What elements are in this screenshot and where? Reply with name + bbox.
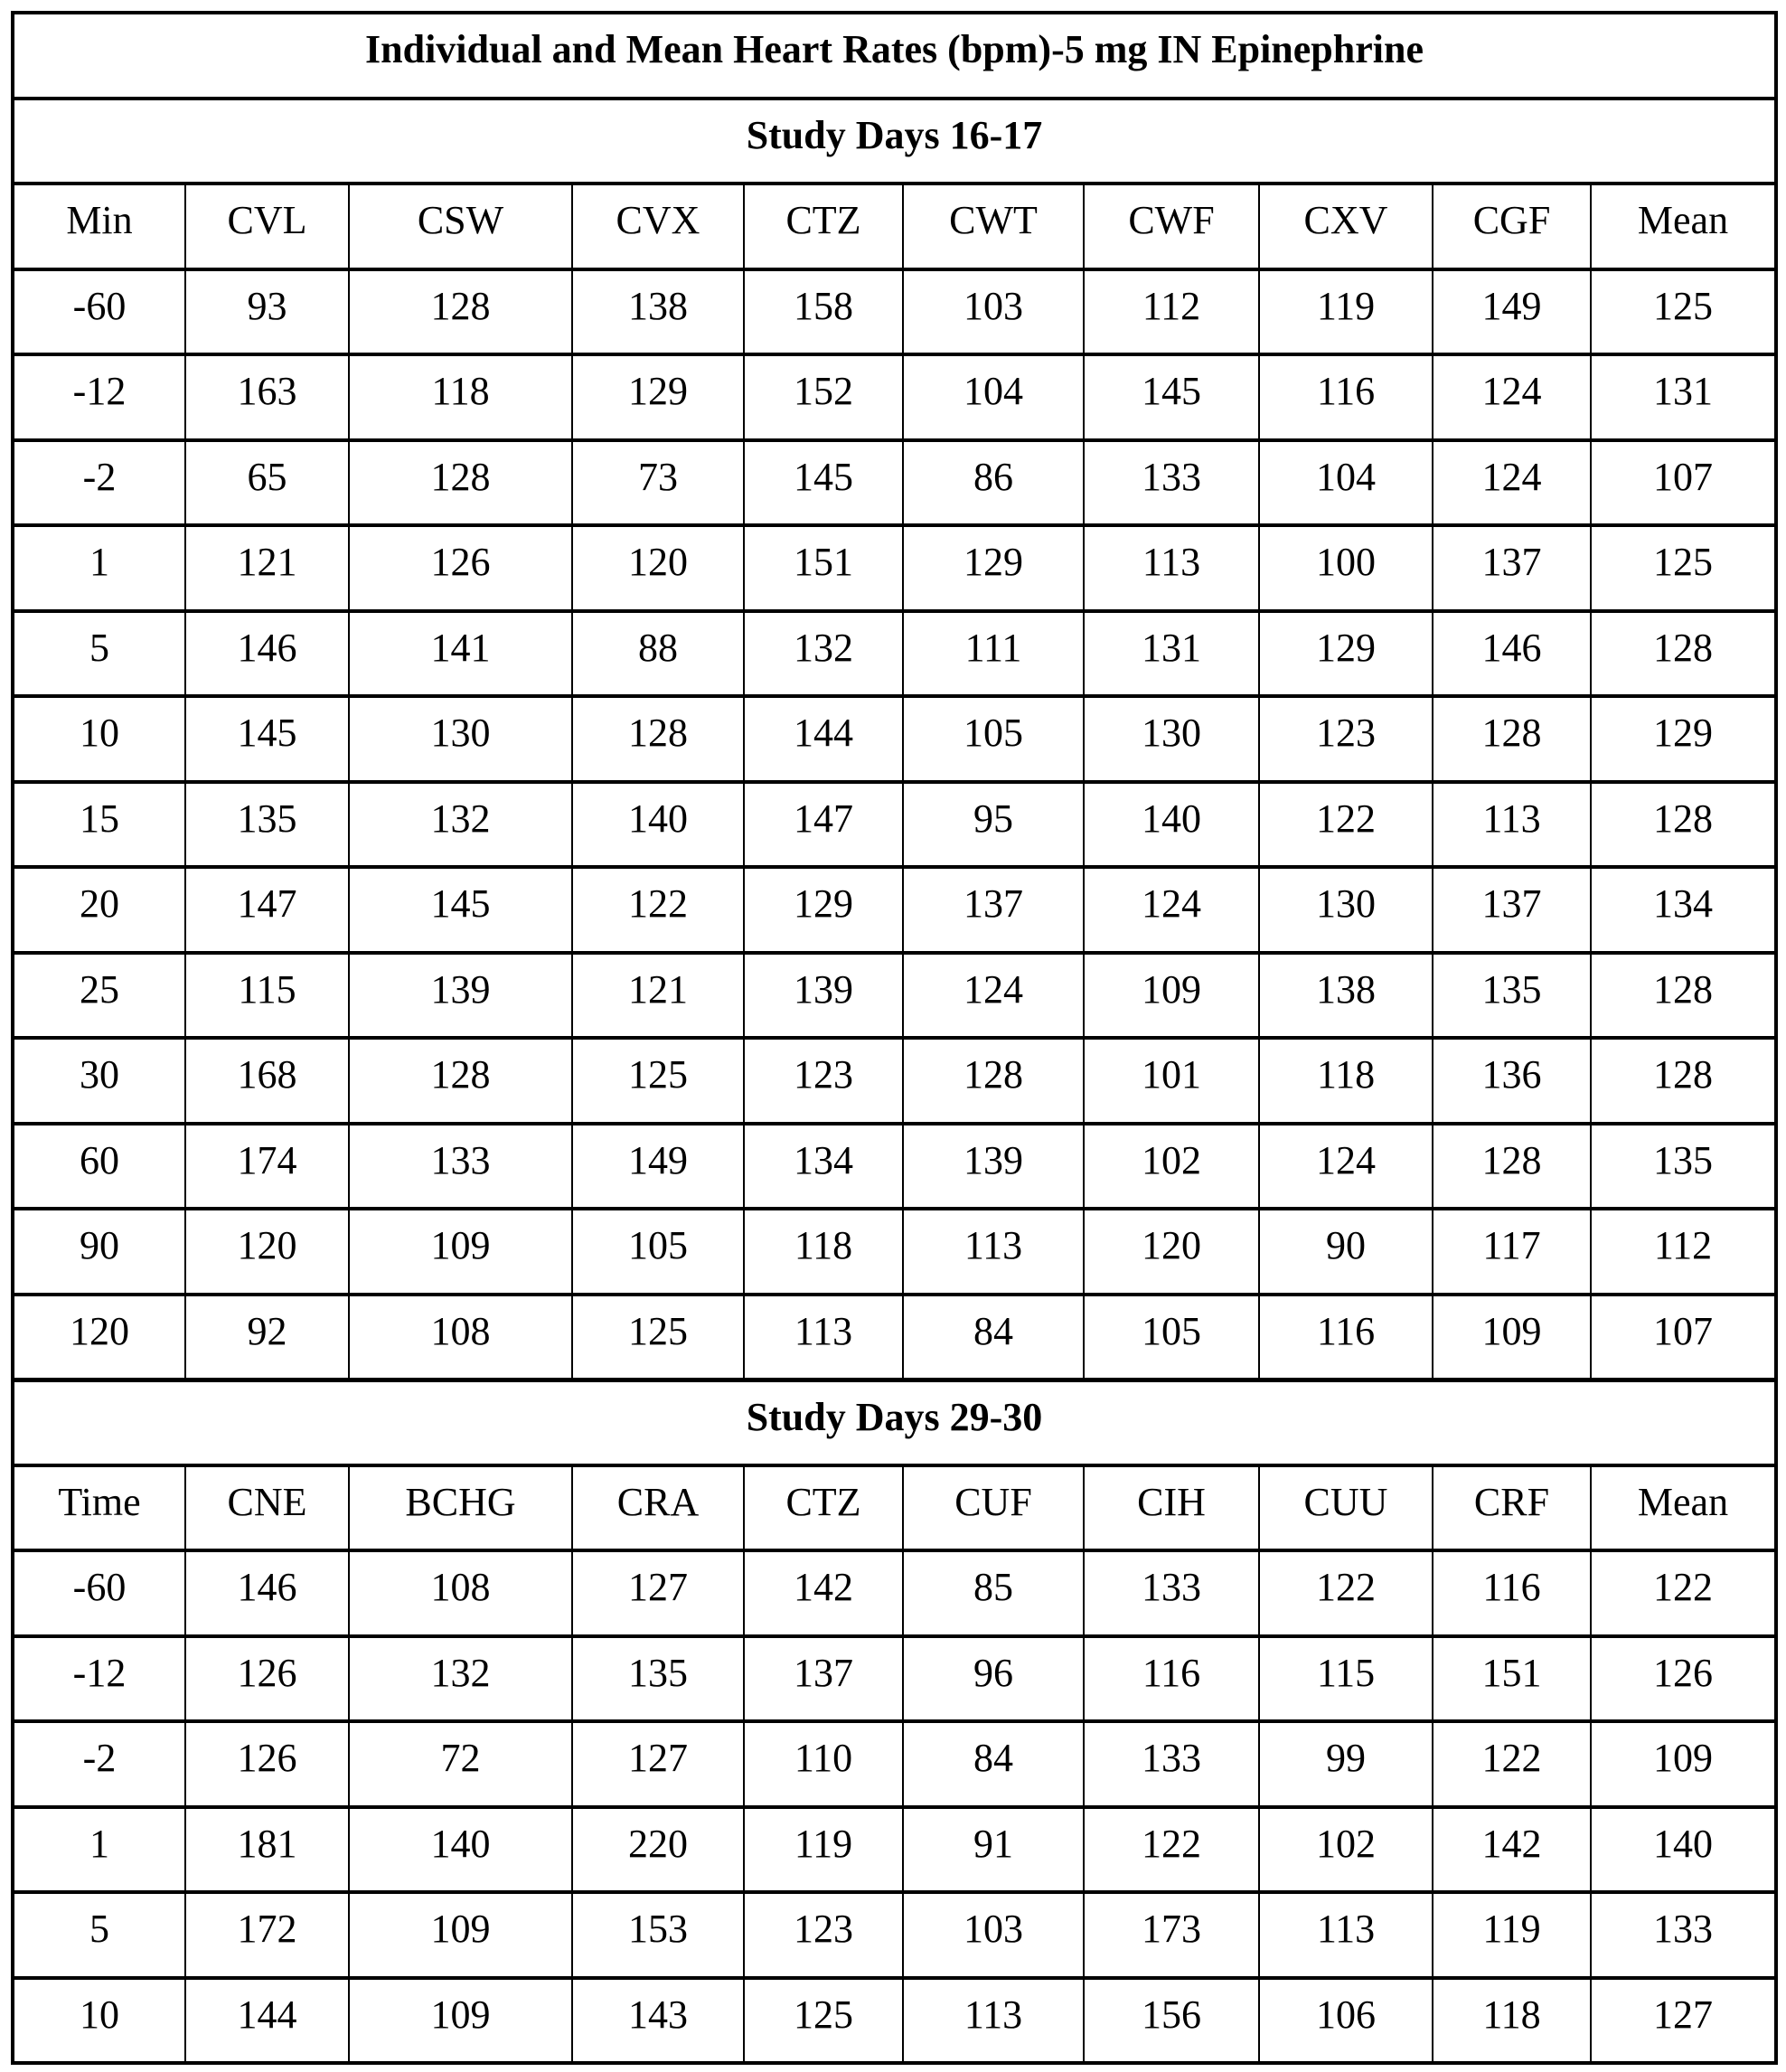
value-cell: 151: [744, 525, 903, 611]
value-cell: 124: [1433, 354, 1591, 440]
mean-cell: 131: [1591, 354, 1776, 440]
column-header: CGF: [1433, 184, 1591, 269]
time-cell: -2: [13, 1721, 185, 1807]
value-cell: 132: [349, 782, 572, 868]
time-cell: -60: [13, 269, 185, 355]
column-header: Mean: [1591, 1465, 1776, 1551]
value-cell: 113: [744, 1295, 903, 1380]
value-cell: 103: [903, 1892, 1084, 1978]
value-cell: 132: [349, 1636, 572, 1722]
value-cell: 115: [185, 953, 349, 1039]
value-cell: 142: [744, 1550, 903, 1636]
value-cell: 73: [572, 440, 744, 526]
time-cell: -12: [13, 1636, 185, 1722]
value-cell: 124: [903, 953, 1084, 1039]
column-header: CNE: [185, 1465, 349, 1551]
value-cell: 138: [572, 269, 744, 355]
value-cell: 153: [572, 1892, 744, 1978]
value-cell: 133: [349, 1124, 572, 1210]
value-cell: 147: [185, 867, 349, 953]
value-cell: 152: [744, 354, 903, 440]
value-cell: 220: [572, 1807, 744, 1893]
value-cell: 136: [1433, 1038, 1591, 1124]
value-cell: 113: [1259, 1892, 1433, 1978]
value-cell: 137: [744, 1636, 903, 1722]
table-row: [13, 269, 1776, 355]
value-cell: 109: [349, 1978, 572, 2064]
time-cell: -60: [13, 1550, 185, 1636]
value-cell: 122: [1259, 782, 1433, 868]
section-label: Study Days 29-30: [13, 1380, 1776, 1465]
column-header: CUF: [903, 1465, 1084, 1551]
value-cell: 102: [1259, 1807, 1433, 1893]
mean-cell: 126: [1591, 1636, 1776, 1722]
value-cell: 138: [1259, 953, 1433, 1039]
value-cell: 102: [1084, 1124, 1259, 1210]
value-cell: 126: [185, 1721, 349, 1807]
value-cell: 126: [349, 525, 572, 611]
value-cell: 116: [1259, 1295, 1433, 1380]
value-cell: 133: [1084, 1550, 1259, 1636]
value-cell: 134: [744, 1124, 903, 1210]
value-cell: 113: [1084, 525, 1259, 611]
value-cell: 105: [903, 696, 1084, 782]
value-cell: 118: [349, 354, 572, 440]
time-cell: 120: [13, 1295, 185, 1380]
value-cell: 124: [1084, 867, 1259, 953]
value-cell: 149: [1433, 269, 1591, 355]
value-cell: 85: [903, 1550, 1084, 1636]
value-cell: 90: [1259, 1209, 1433, 1295]
value-cell: 146: [1433, 611, 1591, 697]
value-cell: 128: [349, 1038, 572, 1124]
value-cell: 128: [572, 696, 744, 782]
table-row: [13, 1550, 1776, 1636]
table-row: [13, 1636, 1776, 1722]
value-cell: 133: [1084, 440, 1259, 526]
value-cell: 123: [744, 1038, 903, 1124]
column-header-row: [13, 184, 1776, 269]
value-cell: 86: [903, 440, 1084, 526]
value-cell: 147: [744, 782, 903, 868]
value-cell: 116: [1433, 1550, 1591, 1636]
value-cell: 129: [903, 525, 1084, 611]
table-row: [13, 525, 1776, 611]
value-cell: 118: [744, 1209, 903, 1295]
table-row: [13, 1978, 1776, 2064]
column-header: BCHG: [349, 1465, 572, 1551]
time-cell: 20: [13, 867, 185, 953]
time-cell: 5: [13, 1892, 185, 1978]
value-cell: 163: [185, 354, 349, 440]
value-cell: 128: [1433, 696, 1591, 782]
column-header: Mean: [1591, 184, 1776, 269]
column-header: CRA: [572, 1465, 744, 1551]
value-cell: 123: [1259, 696, 1433, 782]
value-cell: 109: [349, 1892, 572, 1978]
value-cell: 109: [349, 1209, 572, 1295]
value-cell: 137: [1433, 867, 1591, 953]
value-cell: 139: [349, 953, 572, 1039]
value-cell: 143: [572, 1978, 744, 2064]
value-cell: 101: [1084, 1038, 1259, 1124]
value-cell: 122: [1433, 1721, 1591, 1807]
value-cell: 112: [1084, 269, 1259, 355]
table-row: [13, 354, 1776, 440]
table-row: [13, 1295, 1776, 1380]
value-cell: 99: [1259, 1721, 1433, 1807]
value-cell: 103: [903, 269, 1084, 355]
mean-cell: 135: [1591, 1124, 1776, 1210]
time-cell: -12: [13, 354, 185, 440]
value-cell: 130: [1084, 696, 1259, 782]
value-cell: 133: [1084, 1721, 1259, 1807]
table-row: [13, 1892, 1776, 1978]
value-cell: 122: [1084, 1807, 1259, 1893]
value-cell: 105: [1084, 1295, 1259, 1380]
value-cell: 145: [185, 696, 349, 782]
mean-cell: 127: [1591, 1978, 1776, 2064]
value-cell: 142: [1433, 1807, 1591, 1893]
value-cell: 144: [185, 1978, 349, 2064]
value-cell: 146: [185, 611, 349, 697]
value-cell: 123: [744, 1892, 903, 1978]
value-cell: 72: [349, 1721, 572, 1807]
value-cell: 173: [1084, 1892, 1259, 1978]
column-header: CUU: [1259, 1465, 1433, 1551]
time-cell: 10: [13, 696, 185, 782]
time-cell: 30: [13, 1038, 185, 1124]
value-cell: 106: [1259, 1978, 1433, 2064]
value-cell: 108: [349, 1295, 572, 1380]
value-cell: 92: [185, 1295, 349, 1380]
value-cell: 121: [572, 953, 744, 1039]
mean-cell: 107: [1591, 1295, 1776, 1380]
value-cell: 120: [185, 1209, 349, 1295]
value-cell: 156: [1084, 1978, 1259, 2064]
mean-cell: 128: [1591, 953, 1776, 1039]
table-row: [13, 1721, 1776, 1807]
time-cell: 60: [13, 1124, 185, 1210]
time-cell: 5: [13, 611, 185, 697]
mean-cell: 107: [1591, 440, 1776, 526]
value-cell: 93: [185, 269, 349, 355]
value-cell: 129: [744, 867, 903, 953]
value-cell: 140: [349, 1807, 572, 1893]
value-cell: 128: [903, 1038, 1084, 1124]
value-cell: 100: [1259, 525, 1433, 611]
column-header: CTZ: [744, 184, 903, 269]
value-cell: 119: [744, 1807, 903, 1893]
value-cell: 109: [1433, 1295, 1591, 1380]
column-header: CWT: [903, 184, 1084, 269]
value-cell: 111: [903, 611, 1084, 697]
table-row: [13, 696, 1776, 782]
value-cell: 115: [1259, 1636, 1433, 1722]
heart-rate-table: [11, 11, 1778, 2065]
value-cell: 84: [903, 1721, 1084, 1807]
value-cell: 122: [1259, 1550, 1433, 1636]
table-row: [13, 1209, 1776, 1295]
value-cell: 137: [903, 867, 1084, 953]
mean-cell: 140: [1591, 1807, 1776, 1893]
value-cell: 110: [744, 1721, 903, 1807]
mean-cell: 109: [1591, 1721, 1776, 1807]
value-cell: 124: [1433, 440, 1591, 526]
table-row: [13, 867, 1776, 953]
value-cell: 172: [185, 1892, 349, 1978]
value-cell: 84: [903, 1295, 1084, 1380]
value-cell: 125: [572, 1295, 744, 1380]
value-cell: 130: [349, 696, 572, 782]
value-cell: 145: [744, 440, 903, 526]
table-row: [13, 953, 1776, 1039]
value-cell: 135: [572, 1636, 744, 1722]
value-cell: 95: [903, 782, 1084, 868]
mean-cell: 122: [1591, 1550, 1776, 1636]
value-cell: 145: [1084, 354, 1259, 440]
time-cell: 1: [13, 525, 185, 611]
value-cell: 119: [1433, 1892, 1591, 1978]
mean-cell: 128: [1591, 782, 1776, 868]
value-cell: 116: [1259, 354, 1433, 440]
table-title-row: [13, 13, 1776, 99]
column-header: CSW: [349, 184, 572, 269]
value-cell: 118: [1433, 1978, 1591, 2064]
value-cell: 139: [903, 1124, 1084, 1210]
column-header-row: [13, 1465, 1776, 1551]
time-cell: -2: [13, 440, 185, 526]
value-cell: 105: [572, 1209, 744, 1295]
value-cell: 145: [349, 867, 572, 953]
column-header: CVX: [572, 184, 744, 269]
table-title: Individual and Mean Heart Rates (bpm)-5 mg IN Epinephrine: [13, 13, 1776, 99]
value-cell: 137: [1433, 525, 1591, 611]
value-cell: 113: [903, 1978, 1084, 2064]
value-cell: 127: [572, 1721, 744, 1807]
time-cell: 25: [13, 953, 185, 1039]
value-cell: 168: [185, 1038, 349, 1124]
mean-cell: 129: [1591, 696, 1776, 782]
section-label-row: [13, 99, 1776, 184]
value-cell: 118: [1259, 1038, 1433, 1124]
time-cell: 10: [13, 1978, 185, 2064]
value-cell: 108: [349, 1550, 572, 1636]
time-cell: 15: [13, 782, 185, 868]
value-cell: 174: [185, 1124, 349, 1210]
value-cell: 116: [1084, 1636, 1259, 1722]
value-cell: 130: [1259, 867, 1433, 953]
value-cell: 146: [185, 1550, 349, 1636]
value-cell: 121: [185, 525, 349, 611]
value-cell: 135: [1433, 953, 1591, 1039]
value-cell: 127: [572, 1550, 744, 1636]
value-cell: 113: [1433, 782, 1591, 868]
value-cell: 126: [185, 1636, 349, 1722]
value-cell: 140: [1084, 782, 1259, 868]
column-header: Min: [13, 184, 185, 269]
column-header: CTZ: [744, 1465, 903, 1551]
value-cell: 131: [1084, 611, 1259, 697]
mean-cell: 128: [1591, 1038, 1776, 1124]
value-cell: 104: [1259, 440, 1433, 526]
table-row: [13, 1124, 1776, 1210]
table-row: [13, 1807, 1776, 1893]
column-header: CRF: [1433, 1465, 1591, 1551]
section-label-row: [13, 1380, 1776, 1465]
value-cell: 132: [744, 611, 903, 697]
value-cell: 109: [1084, 953, 1259, 1039]
value-cell: 120: [1084, 1209, 1259, 1295]
value-cell: 96: [903, 1636, 1084, 1722]
time-cell: 1: [13, 1807, 185, 1893]
column-header: CWF: [1084, 184, 1259, 269]
value-cell: 104: [903, 354, 1084, 440]
value-cell: 129: [572, 354, 744, 440]
table-row: [13, 440, 1776, 526]
value-cell: 158: [744, 269, 903, 355]
value-cell: 128: [349, 440, 572, 526]
value-cell: 125: [572, 1038, 744, 1124]
column-header: CXV: [1259, 184, 1433, 269]
value-cell: 122: [572, 867, 744, 953]
value-cell: 129: [1259, 611, 1433, 697]
value-cell: 135: [185, 782, 349, 868]
value-cell: 120: [572, 525, 744, 611]
value-cell: 113: [903, 1209, 1084, 1295]
section-label: Study Days 16-17: [13, 99, 1776, 184]
column-header: CIH: [1084, 1465, 1259, 1551]
table-row: [13, 1038, 1776, 1124]
value-cell: 141: [349, 611, 572, 697]
value-cell: 139: [744, 953, 903, 1039]
mean-cell: 125: [1591, 269, 1776, 355]
value-cell: 119: [1259, 269, 1433, 355]
table-row: [13, 782, 1776, 868]
value-cell: 181: [185, 1807, 349, 1893]
value-cell: 124: [1259, 1124, 1433, 1210]
column-header: Time: [13, 1465, 185, 1551]
mean-cell: 134: [1591, 867, 1776, 953]
value-cell: 151: [1433, 1636, 1591, 1722]
value-cell: 91: [903, 1807, 1084, 1893]
mean-cell: 133: [1591, 1892, 1776, 1978]
time-cell: 90: [13, 1209, 185, 1295]
mean-cell: 125: [1591, 525, 1776, 611]
value-cell: 149: [572, 1124, 744, 1210]
table-row: [13, 611, 1776, 697]
value-cell: 128: [349, 269, 572, 355]
value-cell: 144: [744, 696, 903, 782]
mean-cell: 112: [1591, 1209, 1776, 1295]
value-cell: 125: [744, 1978, 903, 2064]
column-header: CVL: [185, 184, 349, 269]
mean-cell: 128: [1591, 611, 1776, 697]
value-cell: 117: [1433, 1209, 1591, 1295]
value-cell: 65: [185, 440, 349, 526]
value-cell: 140: [572, 782, 744, 868]
value-cell: 128: [1433, 1124, 1591, 1210]
value-cell: 88: [572, 611, 744, 697]
